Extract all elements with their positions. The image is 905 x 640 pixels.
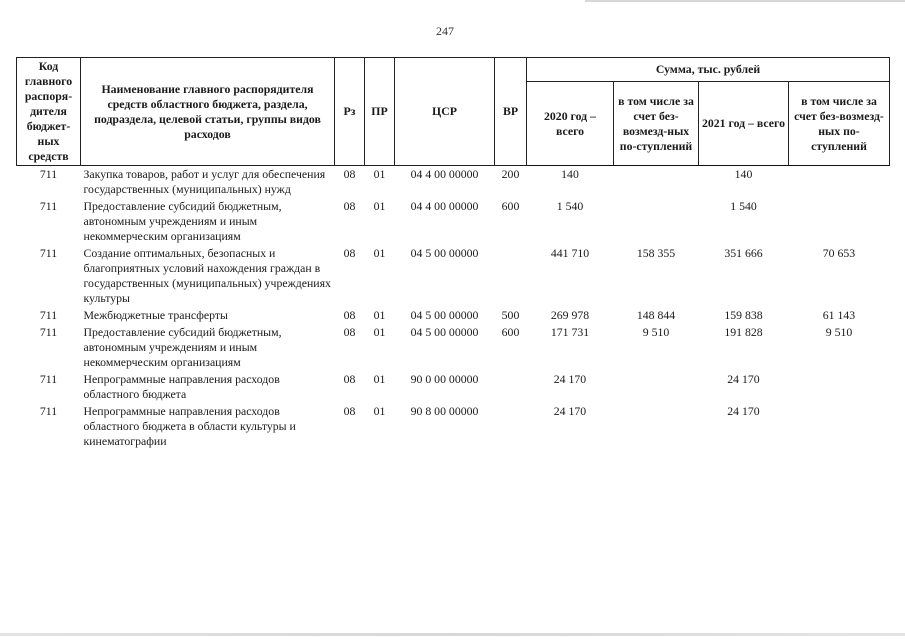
row-2020-total: 24 170 [553,404,587,418]
row-name: Непрограммные направления расходов областного бюджета [83,372,280,401]
row-2020-free [614,166,699,199]
row-code: 711 [39,325,58,339]
row-2020-free [614,403,699,450]
table-row [17,403,890,450]
table-body [17,166,890,451]
row-pr: 01 [373,167,386,181]
table-row [17,198,890,245]
row-code: 711 [39,308,58,322]
row-rz: 08 [343,199,356,213]
row-vr: 200 [501,167,520,181]
header-code: Код главного распоря-дителя бюджет-ных средств [17,58,81,166]
row-name: Непрограммные направления расходов областного бюджета в области культуры и кинематографии [83,404,296,448]
table-row [17,245,890,307]
row-csr: 90 0 00 00000 [410,372,479,386]
table-row [17,307,890,324]
header-2021-total: 2021 год – всего [699,82,789,166]
row-rz: 08 [343,372,356,386]
row-code: 711 [39,246,58,260]
row-2020-free: 158 355 [636,246,676,260]
row-csr: 04 5 00 00000 [410,308,479,322]
header-2020-free: в том числе за счет без-возмезд-ных по-ступлений [614,82,699,166]
row-vr: 600 [501,325,520,339]
row-2021-free [789,166,890,199]
row-2020-free [614,198,699,245]
row-code: 711 [39,372,58,386]
row-2021-total: 1 540 [730,199,757,213]
row-2021-free [789,371,890,403]
row-code: 711 [39,167,58,181]
row-pr: 01 [373,372,386,386]
row-vr: 500 [501,308,520,322]
row-name: Межбюджетные трансферты [83,308,228,322]
row-rz: 08 [343,246,356,260]
row-rz: 08 [343,167,356,181]
table-header [17,58,890,166]
scan-top-edge [585,0,905,2]
row-pr: 01 [373,199,386,213]
row-2020-total: 269 978 [550,308,590,322]
row-2021-total: 191 828 [724,325,763,339]
table-row [17,166,890,199]
row-code: 711 [39,404,58,418]
row-2020-total: 140 [561,167,579,181]
header-name: Наименование главного распорядителя средств областного бюджета, раздела, подраздела, целевой статьи, группы видов расходов [81,58,335,166]
row-rz: 08 [343,308,356,322]
row-csr: 04 4 00 00000 [410,167,479,181]
row-2020-total: 1 540 [556,199,584,213]
row-pr: 01 [373,246,386,260]
table-row [17,371,890,403]
row-vr [495,403,527,450]
row-2021-total: 140 [734,167,753,181]
row-code: 711 [39,199,58,213]
header-2020-total: 2020 год – всего [527,82,614,166]
row-2020-free [614,371,699,403]
row-2021-total: 24 170 [727,372,760,386]
row-vr: 600 [501,199,520,213]
row-csr: 90 8 00 00000 [410,404,479,418]
row-2021-total: 159 838 [724,308,763,322]
header-pr: ПР [365,58,395,166]
budget-table [16,57,890,450]
table-row [17,324,890,371]
row-pr: 01 [373,404,386,418]
row-2021-total: 351 666 [724,246,763,260]
row-pr: 01 [373,325,386,339]
header-csr: ЦСР [395,58,495,166]
header-2021-free: в том числе за счет без-возмезд-ных по-ступлений [789,82,890,166]
row-csr: 04 5 00 00000 [410,246,479,260]
scan-bottom-edge [0,633,905,636]
row-rz: 08 [343,325,356,339]
row-pr: 01 [373,308,386,322]
row-2020-free: 148 844 [636,308,676,322]
row-csr: 04 4 00 00000 [410,199,479,213]
row-name: Создание оптимальных, безопасных и благоприятных условий нахождения граждан в государственных (муниципальных) учреждениях культуры [83,246,331,305]
row-name: Предоставление субсидий бюджетным, автономным учреждениям и иным некоммерческим организациям [83,325,282,369]
row-csr: 04 5 00 00000 [410,325,479,339]
row-2020-free: 9 510 [642,325,670,339]
header-vr: ВР [495,58,527,166]
row-2021-free [789,403,890,450]
row-rz: 08 [343,404,356,418]
row-name: Закупка товаров, работ и услуг для обеспечения государственных (муниципальных) нужд [83,167,326,196]
row-2020-total: 24 170 [553,372,587,386]
row-name: Предоставление субсидий бюджетным, автономным учреждениям и иным некоммерческим организациям [83,199,282,243]
row-2021-free: 9 510 [825,325,853,339]
row-2021-total: 24 170 [727,404,760,418]
header-sum-group: Сумма, тыс. рублей [527,58,890,82]
header-rz: Рз [335,58,365,166]
row-vr [495,371,527,403]
row-2021-free [789,198,890,245]
page-number: 247 [436,24,454,38]
row-vr [495,245,527,307]
row-2021-free: 61 143 [822,308,856,322]
row-2020-total: 171 731 [550,325,590,339]
row-2021-free: 70 653 [822,246,856,260]
row-2020-total: 441 710 [550,246,590,260]
